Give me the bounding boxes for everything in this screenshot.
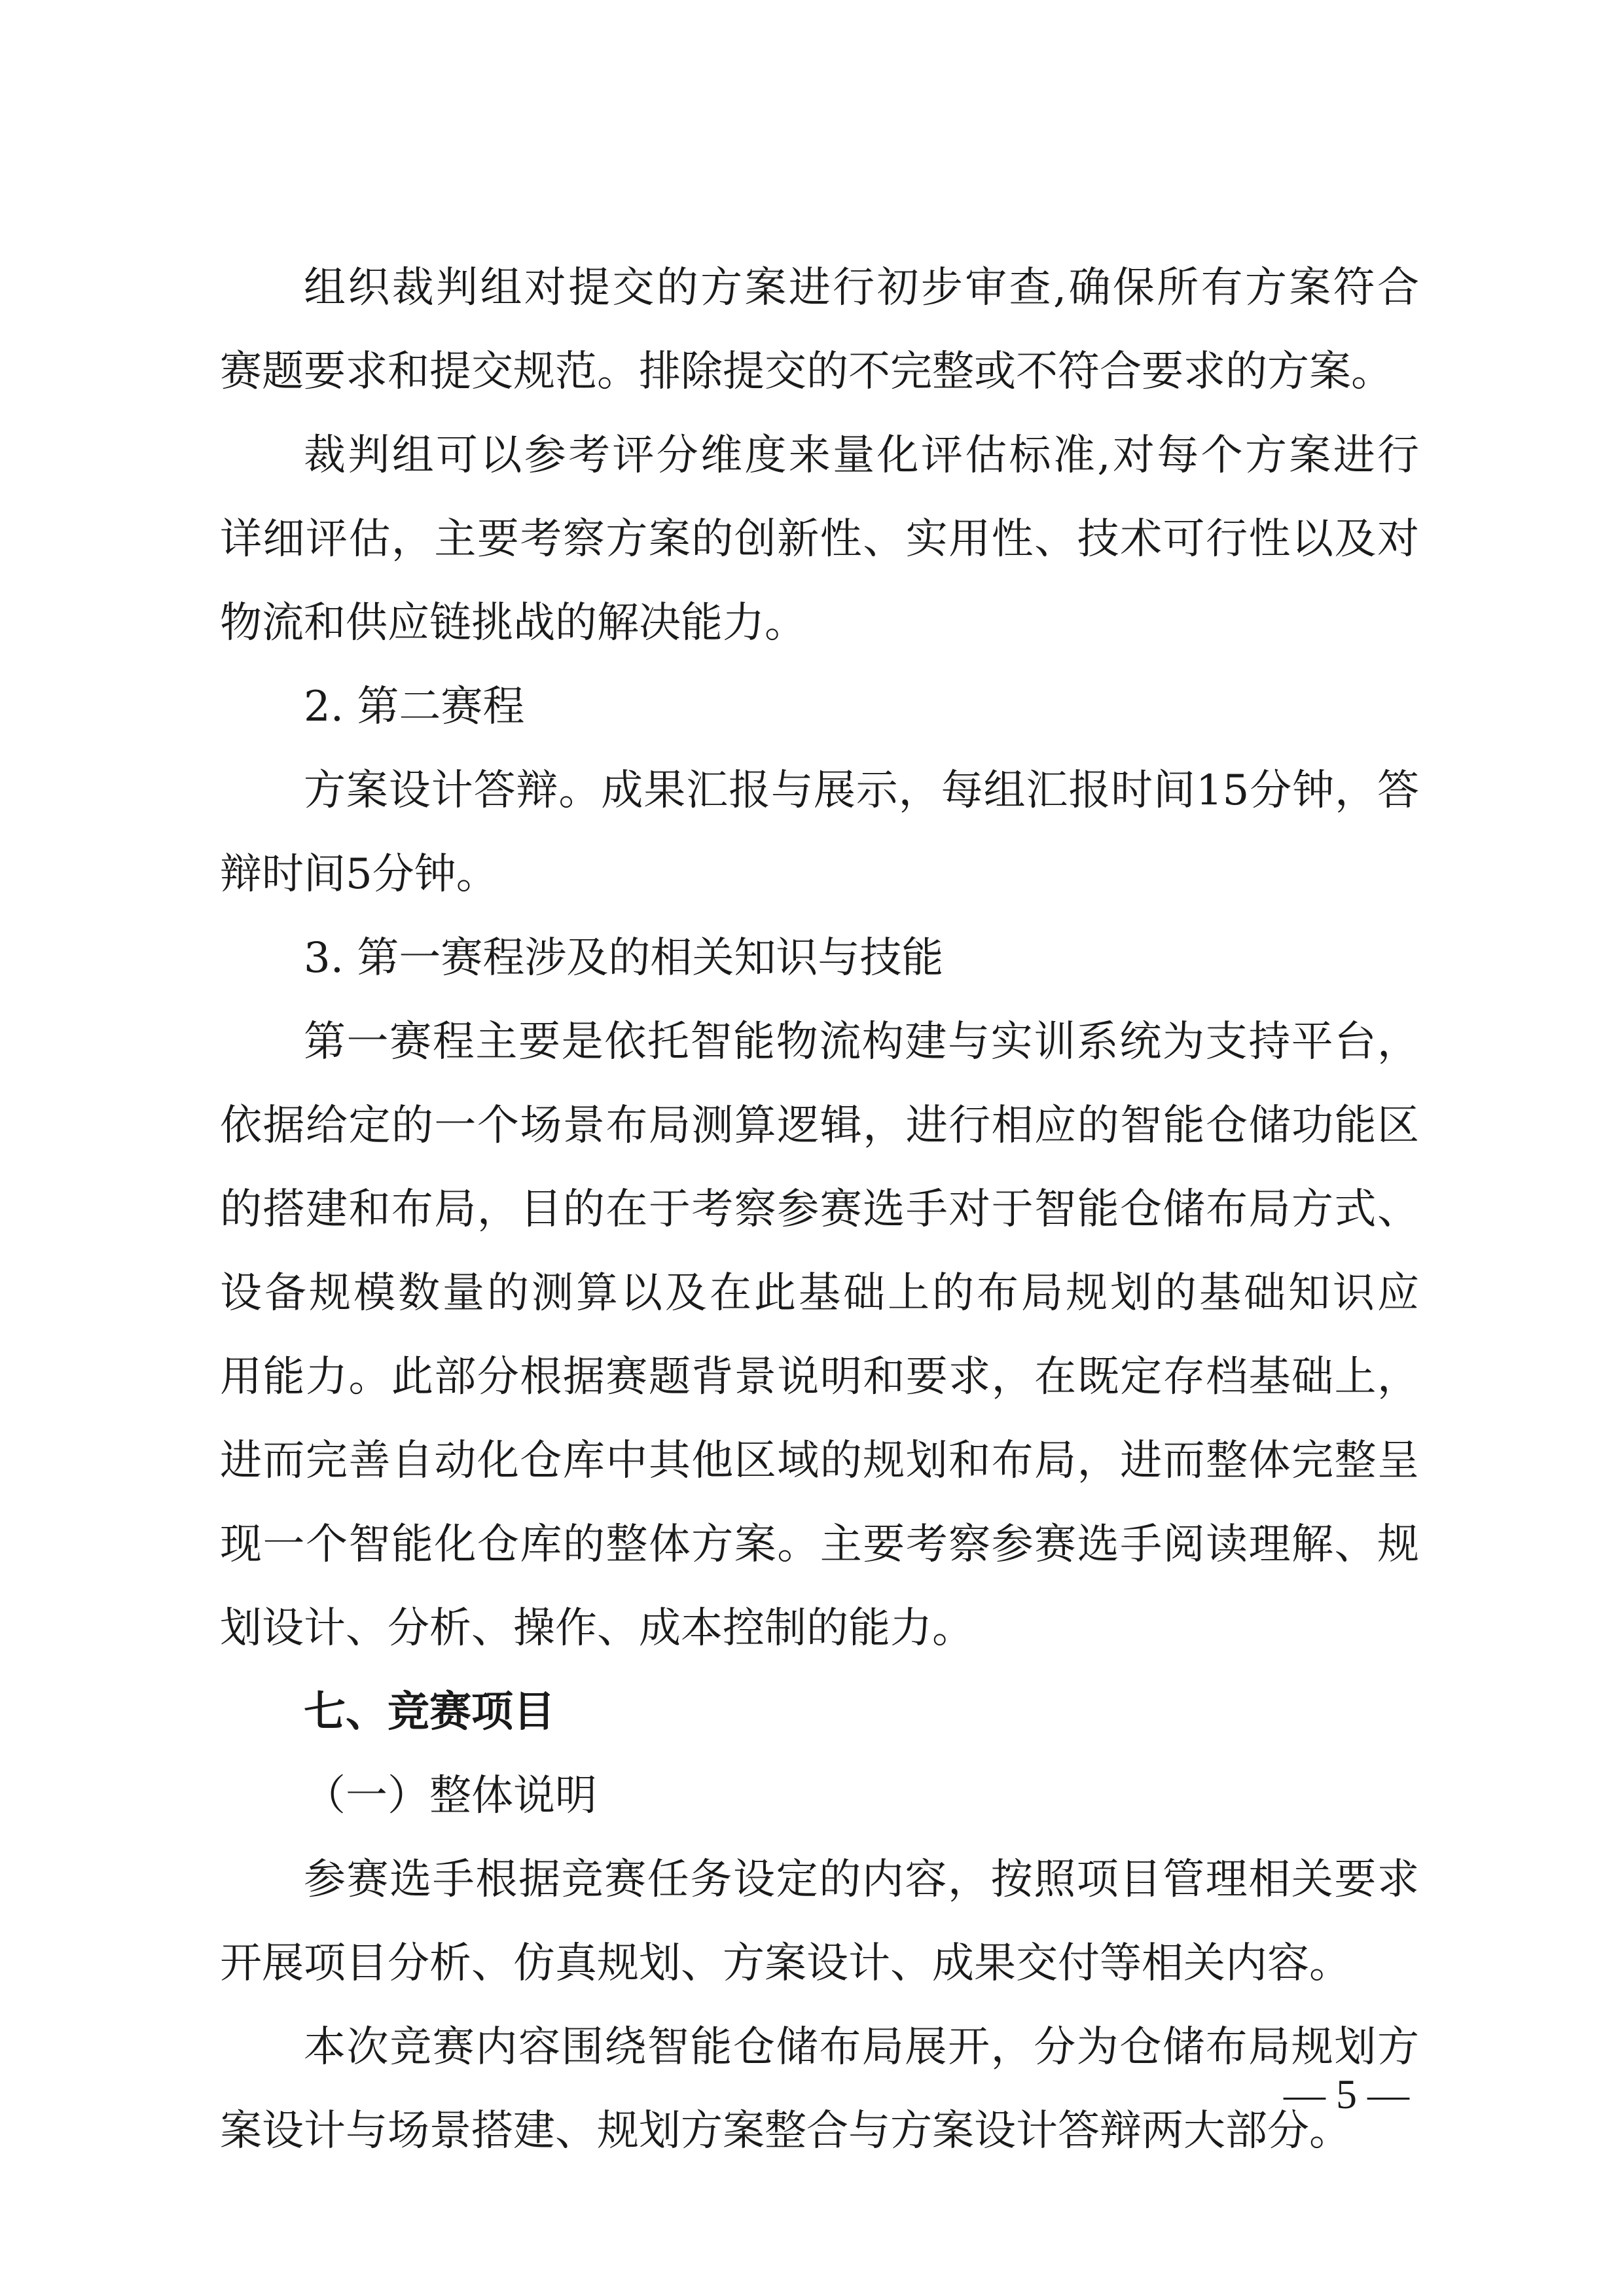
paragraph-overview-parts: [220, 2005, 1419, 2173]
text-line: 物流和供应链挑战的解决能力。: [220, 599, 806, 647]
text-line: 用能力。此部分根据赛题背景说明和要求，在既定存档基础上，: [220, 1353, 1419, 1401]
text-line: 划设计、分析、操作、成本控制的能力。: [220, 1604, 974, 1653]
text-line: 进而完善自动化仓库中其他区域的规划和布局，进而整体完整呈: [220, 1437, 1419, 1485]
text-line: 案设计与场景搭建、规划方案整合与方案设计答辩两大部分。: [220, 2107, 1351, 2155]
page-number: — 5 —: [1284, 2071, 1409, 2117]
section-heading-competition-items: [220, 1670, 1419, 1754]
subsection-heading-overview: [220, 1754, 1419, 1838]
text-line: 赛题要求和提交规范。排除提交的不完整或不符合要求的方案。: [220, 348, 1393, 396]
item-title-knowledge-skills: [220, 916, 1419, 1000]
subsection-title: （一）整体说明: [304, 1772, 597, 1820]
document-body: [220, 246, 1419, 2173]
text-line: 组织裁判组对提交的方案进行初步审查,确保所有方案符合: [304, 264, 1419, 312]
text-line: 第一赛程主要是依托智能物流构建与实训系统为支持平台，: [304, 1018, 1419, 1066]
paragraph-stage-1-content: [220, 1000, 1419, 1670]
text-line: 方案设计答辩。成果汇报与展示，每组汇报时间15分钟，答: [304, 766, 1419, 815]
text-line: 辩时间5分钟。: [220, 850, 498, 899]
text-line: 裁判组可以参考评分维度来量化评估标准,对每个方案进行: [304, 431, 1419, 480]
text-line: 依据给定的一个场景布局测算逻辑，进行相应的智能仓储功能区: [220, 1102, 1419, 1150]
text-line: 详细评估，主要考察方案的创新性、实用性、技术可行性以及对: [220, 515, 1419, 564]
item-title-stage-2: [220, 665, 1419, 749]
text-line: 开展项目分析、仿真规划、方案设计、成果交付等相关内容。: [220, 1939, 1351, 1988]
text-line: 本次竞赛内容围绕智能仓储布局展开，分为仓储布局规划方: [304, 2023, 1419, 2072]
text-line: 现一个智能化仓库的整体方案。主要考察参赛选手阅读理解、规: [220, 1520, 1419, 1569]
paragraph-preliminary-review: [220, 246, 1419, 414]
text-line: 3. 第一赛程涉及的相关知识与技能: [304, 934, 944, 982]
text-line: 2. 第二赛程: [304, 683, 525, 731]
paragraph-overview-tasks: [220, 1838, 1419, 2005]
section-title: 七、竞赛项目: [304, 1688, 555, 1736]
text-line: 的搭建和布局，目的在于考察参赛选手对于智能仓储布局方式、: [220, 1185, 1419, 1234]
paragraph-stage-2-defense: [220, 749, 1419, 916]
text-line: 参赛选手根据竞赛任务设定的内容，按照项目管理相关要求: [304, 1856, 1419, 1904]
paragraph-detailed-evaluation: [220, 414, 1419, 665]
text-line: 设备规模数量的测算以及在此基础上的布局规划的基础知识应: [220, 1269, 1419, 1318]
